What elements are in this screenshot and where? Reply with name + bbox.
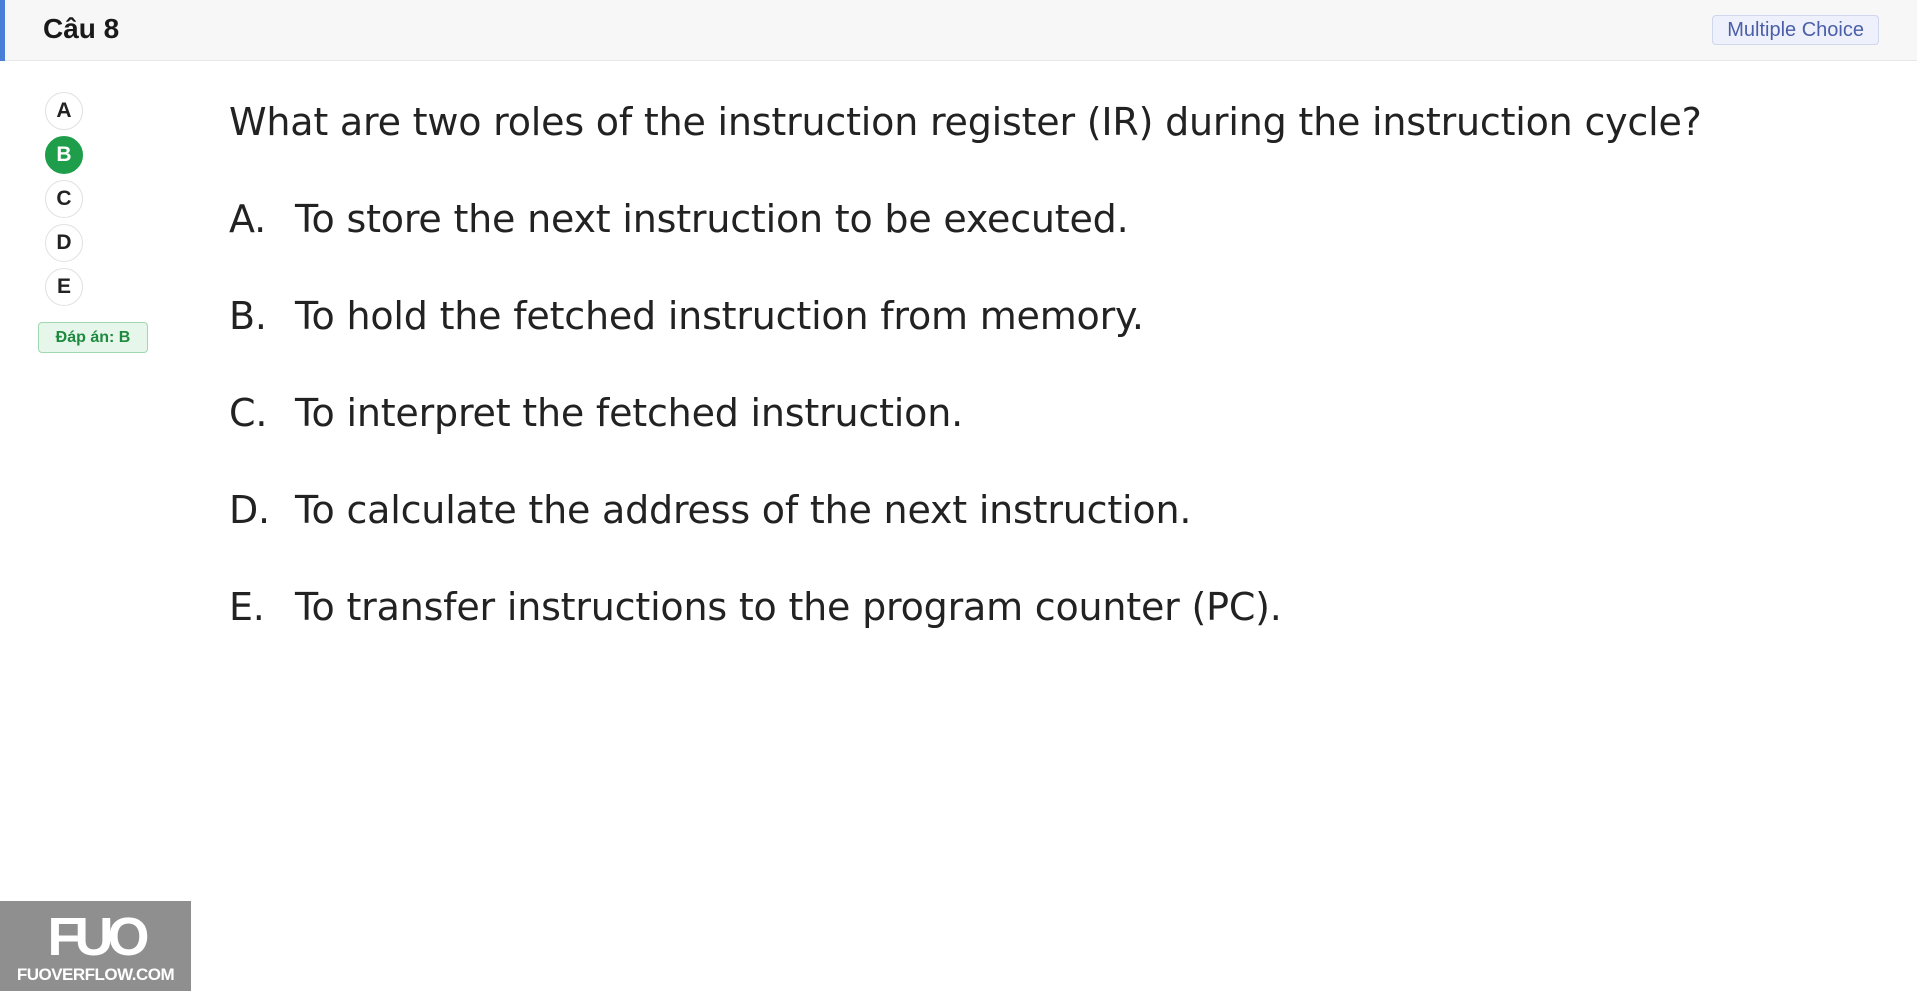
option-letter: E. (229, 585, 265, 629)
option-text: To calculate the address of the next instruction. (295, 488, 1192, 532)
choice-button-d[interactable]: D (45, 224, 83, 262)
question-text: What are two roles of the instruction register (IR) during the instruction cycle? (229, 100, 1702, 144)
site-watermark (0, 901, 191, 991)
watermark-site-name: FUOVERFLOW.COM (16, 965, 175, 984)
answer-choice-list (45, 92, 85, 312)
option-letter: C. (229, 391, 268, 435)
option-letter: D. (229, 488, 270, 532)
option-b (229, 290, 1869, 342)
correct-answer-badge: Đáp án: B (38, 322, 148, 353)
question-number-title: Câu 8 (43, 13, 120, 44)
choice-button-b[interactable]: B (45, 136, 83, 174)
option-letter: B. (229, 294, 267, 338)
option-text: To transfer instructions to the program counter (PC). (295, 585, 1282, 629)
watermark-logo: FUO (47, 907, 144, 967)
header-accent-bar (0, 0, 5, 61)
option-e (229, 581, 1869, 633)
option-text: To interpret the fetched instruction. (295, 391, 963, 435)
option-letter: A. (229, 197, 267, 241)
option-a (229, 193, 1869, 245)
option-text: To hold the fetched instruction from memory. (295, 294, 1144, 338)
question-image-content (229, 96, 1869, 678)
choice-button-e[interactable]: E (45, 268, 83, 306)
choice-button-a[interactable]: A (45, 92, 83, 130)
question-header (0, 0, 1917, 61)
option-c (229, 387, 1869, 439)
choice-button-c[interactable]: C (45, 180, 83, 218)
question-type-badge: Multiple Choice (1712, 15, 1879, 45)
option-d (229, 484, 1869, 536)
option-text: To store the next instruction to be executed. (295, 197, 1129, 241)
